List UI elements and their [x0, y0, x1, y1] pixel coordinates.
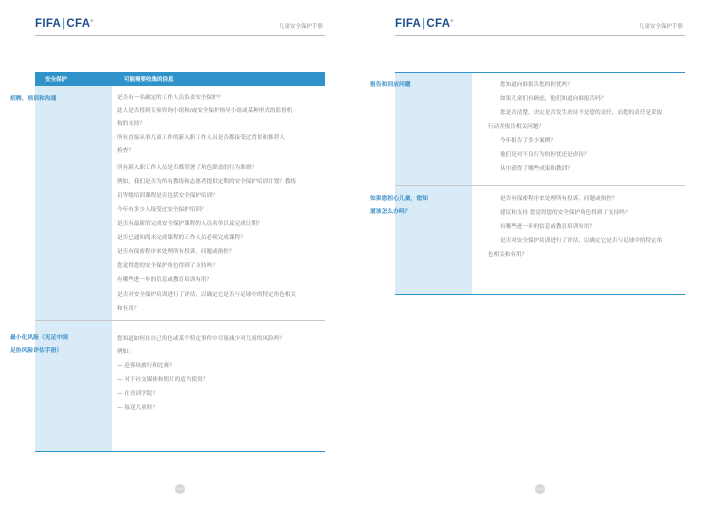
page-number: 101 — [535, 484, 545, 494]
category-label-reporting: 报告和回应问题 — [370, 82, 411, 88]
question-item: — 赴客场旅行和比赛？ — [117, 363, 175, 369]
question-item: 是否有一名确定的工作人员负责安全保护？ — [117, 95, 224, 101]
question-item: 是否有最新的完成安全保护课程的人员名单以及完成日期？ — [117, 221, 263, 227]
category-cell-recruitment — [35, 86, 112, 320]
category-label-risk: 最小化风险（见足中国足协风险评估手册） — [10, 335, 68, 354]
question-item: 色相关和有用？ — [488, 252, 528, 258]
question-item: 今年有多少人接受过安全保护培训？ — [117, 207, 207, 213]
question-item: 今年报告了多少案例？ — [500, 138, 556, 144]
question-item: 如果儿童们有顾虑，他们知道向谁报告吗？ — [500, 96, 607, 102]
category-label-recruitment: 招聘、培训和沟通 — [10, 96, 57, 102]
question-item: 是否有保密程序来处理所有投诉、问题或指控？ — [500, 196, 618, 202]
question-item: 员等级培训课程是否包括安全保护培训？ — [117, 193, 218, 199]
table-bottom-rule — [35, 451, 325, 452]
table-header — [35, 72, 325, 86]
header-divider — [35, 35, 325, 36]
question-item: 从中获得了哪些成果和教训？ — [500, 166, 573, 172]
question-item: 例如： — [117, 349, 134, 355]
page-number: 100 — [175, 484, 185, 494]
question-item: 此人是否得到专家咨询小组和/或安全保护指导小组或某种形式的监督机 — [117, 108, 293, 114]
question-item: 有哪些进一步的信息或教育培训有用？ — [117, 277, 213, 283]
table-header-info: 可能需要收集的信息 — [124, 77, 174, 83]
fifa-cfa-logo: FIFA|CFA® — [35, 18, 94, 30]
header-title: 儿童安全保护手册 — [278, 24, 323, 30]
question-item: 是否已通知尚未完成课程的工作人员必须完成课程？ — [117, 235, 246, 241]
question-item: 和有用？ — [117, 306, 140, 312]
question-item: — 接送儿童时？ — [117, 405, 158, 411]
fifa-cfa-logo: FIFA|CFA® — [395, 18, 454, 30]
question-item: — 对于社交媒体和照片的适当使用？ — [117, 377, 209, 383]
question-item: 您知道向谁报告您的担忧吗？ — [500, 82, 573, 88]
question-item: 他们是对不良行为的担忧还是虐待？ — [500, 152, 590, 158]
question-item: 是否有保密程序来处理所有投诉、问题或指控？ — [117, 249, 235, 255]
question-item: 有哪些进一步的信息或教育培训有用？ — [500, 224, 596, 230]
category-label-concern: 如果您担心儿童，您知道该怎么办吗？ — [370, 196, 428, 215]
question-item: 是否对安全保护培训进行了评估，以确定它是否与足球中的特定角 — [500, 238, 663, 244]
question-item: 建议和支持 您觉得您的安全保护角色得到了支持吗？ — [500, 210, 631, 216]
question-item: 所有新入职工作人员是否都签署了角色职责的行为准则？ — [117, 165, 257, 171]
header-title: 儿童安全保护手册 — [638, 24, 683, 30]
table-bottom-rule — [395, 294, 685, 295]
question-item: 您知道如何在自己角色或某个特定事件中尽量减少对儿童的风险吗？ — [117, 336, 285, 342]
question-item: — 在青训学院？ — [117, 391, 158, 397]
question-item: 是否对安全保护培训进行了评估，以确定它是否与足球中的特定角色相关 — [117, 292, 297, 298]
question-item: 您是否清楚，决定是否发生虐待不是您的责任，而您的责任是采取 — [500, 110, 663, 116]
question-item: 构的支持？ — [117, 121, 145, 127]
question-item: 您觉得您的安全保护角色得到了支持吗？ — [117, 263, 218, 269]
question-item: 检查？ — [117, 148, 134, 154]
header-divider — [395, 35, 685, 36]
right-page — [360, 0, 720, 506]
question-item: 例如，我们是否为所有教练和志愿者提供定期的安全保护培训计划？教练 — [117, 179, 297, 185]
question-item: 行动并报告相关问题？ — [488, 124, 544, 130]
question-item: 所有直接从事儿童工作的新入职工作人员是否都接受过背景和推荐人 — [117, 135, 285, 141]
table-header-category: 安全保护 — [45, 77, 68, 83]
